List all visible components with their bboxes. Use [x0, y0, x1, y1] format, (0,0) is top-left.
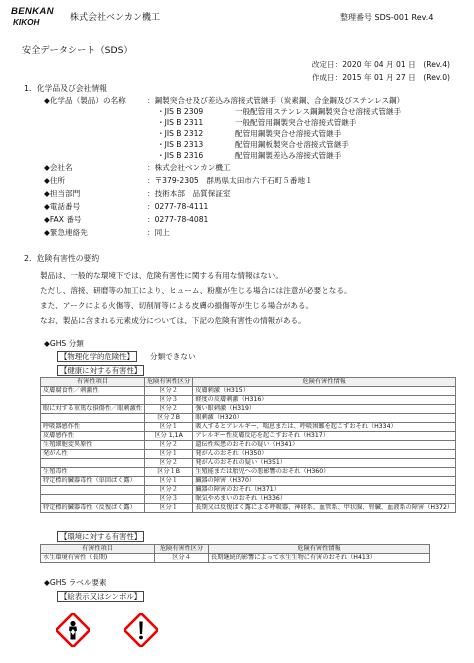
standard-item: ・JIS B 2312 配管用鋼製突合せ溶接式管継手 [157, 129, 342, 138]
hazard-class-cell: 皮膚感作性 [41, 432, 145, 441]
table-row [41, 495, 456, 504]
hazard-statement-cell: 軽度の皮膚刺激（H316） [193, 396, 456, 405]
col-header: 危険有害性区分 [145, 378, 193, 387]
hazard-category-cell: 区分３ [145, 396, 193, 405]
summary-paragraph: ただし、溶接、研磨等の加工により、ヒューム、粉塵が生じる場合には注意が必要となる。 [40, 286, 352, 295]
section1-heading: 1．化学品及び会社情報 [24, 84, 107, 93]
table-row [41, 423, 456, 432]
table-row [41, 477, 456, 486]
ghs-heading: ◆GHS 分類 [44, 339, 84, 348]
hazard-category-cell: 区分２ [145, 441, 193, 450]
standard-item: ・JIS B 2309 一般配管用ステンレス鋼鋼製突合せ溶接式管継手 [157, 107, 402, 116]
col-header: 有害性項目 [41, 378, 145, 387]
logo-line2: KIKOH [13, 17, 40, 27]
hazard-statement-cell: 皮膚刺激（H315） [193, 387, 456, 396]
health-hazard-label: 【健康に対する有害性】 [57, 365, 144, 376]
hazard-class-cell: 眼に対する重篤な損傷性／眼刺激性 [41, 405, 145, 414]
hazard-category-cell: 区分１ [145, 450, 193, 459]
hazard-category-cell: 区分２ [145, 459, 193, 468]
table-row [41, 459, 456, 468]
hazard-class-cell: 特定標的臓器毒性（単回ばく露） [41, 477, 145, 486]
hazard-category-cell: 区分１ [145, 423, 193, 432]
hazard-statement-cell: 眠気やめまいのおそれ（H336） [193, 495, 456, 504]
hazard-statement-cell: 発がんのおそれ（H350） [193, 450, 456, 459]
table-row [41, 468, 456, 477]
pictogram-label: 【絵表示又はシンボル】 [57, 591, 144, 602]
hazard-class-cell: 発がん性 [41, 450, 145, 459]
col-header: 危険有害性情報 [193, 378, 456, 387]
hazard-statement-cell: 長期又は反復ばく露による呼吸器、神経系、血管系、甲状腺、腎臓、血液系の障害（H372） [193, 504, 456, 513]
table-row [41, 486, 456, 495]
col-header: 危険有害性情報 [209, 545, 430, 554]
hazard-statement-cell: 長期継続的影響によって水生生物に有害のおそれ（H413） [209, 554, 430, 563]
created-date: 作成日：2015 年 01 月 27 日 (Rev.0) [311, 73, 450, 82]
standard-item: ・JIS B 2316 配管用鋼製差込み溶接式管継手 [157, 151, 342, 160]
hazard-class-cell [41, 486, 145, 495]
standard-item: ・JIS B 2311 一般配管用鋼製突合せ溶接式管継手 [157, 118, 357, 127]
hazard-class-cell: 皮膚腐食性／刺激性 [41, 387, 145, 396]
table-header-row [41, 378, 456, 387]
product-name-row [0, 96, 474, 106]
table-row [41, 450, 456, 459]
hazard-category-cell: 区分１ [145, 504, 193, 513]
hazard-class-cell [41, 459, 145, 468]
hazard-category-cell: 区分２ [145, 486, 193, 495]
logo-line1: BENKAN [11, 6, 54, 17]
hazard-statement-cell: アレルギー性皮膚反応を起こすおそれ（H317） [193, 432, 456, 441]
hazard-statement-cell: 臓器の障害（H370） [193, 477, 456, 486]
hazard-statement-cell: 吸入するとアレルギー、喘息または、呼吸困難を起こすおそれ（H334） [193, 423, 456, 432]
hazard-class-cell: 呼吸器感作性 [41, 423, 145, 432]
standard-item: ・JIS B 2313 配管用鋼板製突合せ溶接式管継手 [157, 140, 349, 149]
physical-hazard-label: 【物理化学的危険性】 [57, 351, 137, 362]
summary-paragraph: なお、製品に含まれる元素成分については、下記の危険有害性の情報がある。 [40, 316, 306, 325]
revised-date: 改定日：2020 年 04 月 01 日 (Rev.4) [311, 60, 450, 69]
hazard-category-cell: 区分１ [145, 477, 193, 486]
hazard-statement-cell: 臓器の障害のおそれ（H371） [193, 486, 456, 495]
product-label: ◆化学品（製品）の名称 [44, 96, 126, 105]
col-header: 有害性項目 [41, 545, 155, 554]
table-row [41, 504, 456, 513]
table-header-row [41, 545, 430, 554]
table-row [41, 441, 456, 450]
health-hazard-table [40, 377, 456, 513]
company-name: 株式会社ベンカン機工 [70, 13, 161, 23]
hazard-category-cell: 区分１B [145, 468, 193, 477]
hazard-category-cell: 区分２ [145, 387, 193, 396]
company-logo [11, 6, 55, 30]
doc-number: 整理番号 SDS-001 Rev.4 [340, 13, 434, 22]
physical-hazard-value: 分類できない [150, 352, 196, 361]
hazard-class-cell: 特定標的臓器毒性（反復ばく露） [41, 504, 145, 513]
hazard-class-cell [41, 495, 145, 504]
table-row [41, 414, 456, 423]
section2-heading: 2．危険有害性の要約 [24, 254, 100, 263]
hazard-statement-cell: 強い眼刺激（H319） [193, 405, 456, 414]
table-row [41, 387, 456, 396]
table-row [41, 405, 456, 414]
health-hazard-pictogram-icon [56, 613, 90, 647]
hazard-class-cell: 生殖細胞変異原性 [41, 441, 145, 450]
col-header: 危険有害性区分 [155, 545, 209, 554]
table-row [41, 396, 456, 405]
hazard-category-cell: 区分２ [145, 405, 193, 414]
table-row [41, 432, 456, 441]
hazard-category-cell: 区分４ [155, 554, 209, 563]
env-hazard-table [40, 544, 430, 563]
hazard-class-cell: 水生環境有害性（長期) [41, 554, 155, 563]
ghs-label-heading: ◆GHS ラベル要素 [44, 578, 107, 587]
summary-paragraph: また、アークによる火傷等、切削屑等による皮膚の損傷等が生じる場合がある。 [40, 301, 314, 310]
hazard-statement-cell: 発がんのおそれの疑い（H351） [193, 459, 456, 468]
product-value: ：鋼製突合せ及び差込み溶接式管継手（炭素鋼、合金鋼及びステンレス鋼） [147, 96, 405, 105]
exclamation-pictogram-icon [124, 613, 158, 647]
table-row [41, 554, 430, 563]
revision-dates [312, 58, 450, 84]
env-hazard-label: 【環境に対する有害性】 [57, 531, 144, 542]
hazard-class-cell: 生殖毒性 [41, 468, 145, 477]
page-title: 安全データシート（SDS） [22, 45, 133, 56]
hazard-statement-cell: 眼刺激（H320） [193, 414, 456, 423]
hazard-category-cell: 区分３ [145, 495, 193, 504]
hazard-summary [40, 268, 352, 328]
hazard-statement-cell: 生殖能または胎児への悪影響のおそれ（H360） [193, 468, 456, 477]
hazard-category-cell: 区分 1,1A [145, 432, 193, 441]
hazard-statement-cell: 遺伝性疾患のおそれの疑い（H341） [193, 441, 456, 450]
hazard-class-cell [41, 414, 145, 423]
hazard-class-cell [41, 396, 145, 405]
hazard-category-cell: 区分２B [145, 414, 193, 423]
summary-paragraph: 製品は、一般的な環境下では、危険有害性に関する有用な情報はない。 [40, 271, 283, 280]
